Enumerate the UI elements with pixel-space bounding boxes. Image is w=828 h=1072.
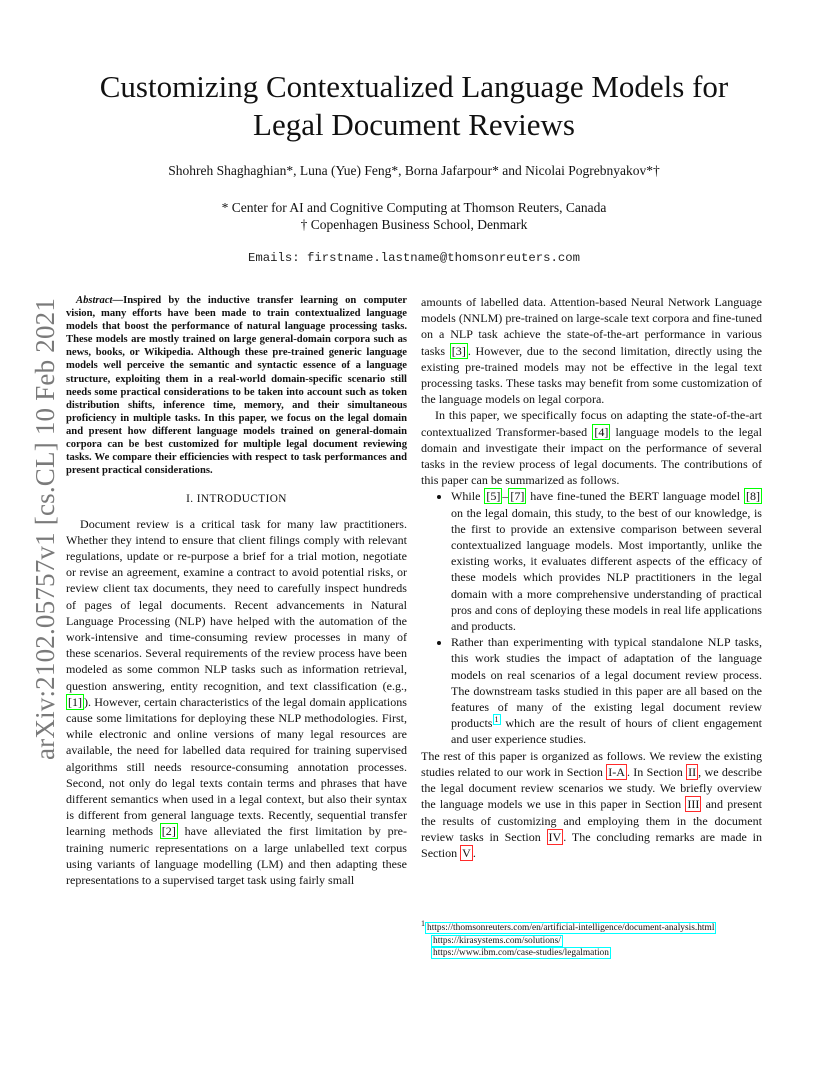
right-p2-text-a: In this paper, we specifically focus on adapting the state-of-the-art contextualized Transformer-based (421, 408, 762, 439)
intro-text-a: Document review is a critical task for many law practitioners. Whether they intend to ensure that client filings comply with relevant regulations, update or re-purpose a brief for a trial motion, negotiate or revise an agreement, examine a contract to avoid potential risks, or review client tax documents, they need to carefully inspect hundreds of pages of legal documents. Recent advancements in Natural Language Processing (NLP) have helped with the automation of the work-intensive and time-consuming review processes in many of these scenarios. Several requirements of the review process have been modeled as some common NLP tasks such as information retrieval, question answering, entity recognition, and text classification (e.g., (66, 516, 407, 693)
footnote-2 (421, 935, 762, 948)
affiliation-1: * Center for AI and Cognitive Computing at Thomson Reuters, Canada (221, 200, 607, 215)
intro-paragraph (66, 516, 407, 889)
footnote-1 (421, 918, 762, 935)
title-line-1: Customizing Contextualized Language Models for (99, 69, 729, 104)
section-link-IV[interactable]: IV (548, 829, 562, 844)
right-column (421, 294, 762, 861)
right-p3-text-d: and present the results of customizing and employing them in the document review tasks in Section (421, 797, 762, 844)
footnote-url-3[interactable]: https://www.ibm.com/case-studies/legalmation (433, 948, 609, 958)
footnote-url-1[interactable]: https://thomsonreuters.com/en/artificial-intelligence/document-analysis.html (427, 923, 715, 933)
intro-text-b: ). However, certain characteristics of the legal domain applications cause some limitations for deploying these NLP methodologies. First, while electronic and online versions of many legal resources are available, the need for labelled data required for training supervised algorithms still needs resource-consuming annotation processes. Second, not only do legal texts contain terms and phrases that have different semantics when used in a legal context, but also their syntax is different from general language texts. Recently, sequential transfer learning methods (66, 694, 407, 839)
right-p3-text-f: . (472, 845, 476, 860)
bullet2-text-a: Rather than experimenting with typical standalone NLP tasks, this work studies the impact of adaptation of the language models on real scenarios of a legal document review process. The downstream tasks studied in this paper are all based on the features of many of the existing legal document review products (451, 635, 762, 731)
section-link-I-A[interactable]: I-A (608, 764, 625, 779)
bullet1-dash: – (502, 489, 509, 504)
citation-link-7[interactable]: [7] (510, 489, 525, 504)
organization-paragraph (421, 748, 762, 861)
footnote-mark: 1 (421, 918, 425, 928)
right-p3-text-b: . In Section (626, 764, 687, 779)
right-p3-text-e: . The concluding remarks are made in Section (421, 829, 762, 860)
abstract (66, 294, 407, 477)
footnote-link-1[interactable]: 1 (494, 715, 499, 725)
citation-link-8[interactable]: [8] (745, 489, 760, 504)
author-list: Shohreh Shaghaghian*, Luna (Yue) Feng*, Borna Jafarpour* and Nicolai Pogrebnyakov*† (168, 163, 660, 178)
citation-link-3[interactable]: [3] (451, 343, 466, 358)
bullet2-text-b: which are the result of hours of client engagement and user experience studies. (451, 716, 762, 747)
arxiv-identifier[interactable]: arXiv:2102.05757v1 [cs.CL] 10 Feb 2021 (30, 297, 60, 760)
citation-link-1[interactable]: [1] (68, 694, 83, 709)
citation-link-4[interactable]: [4] (594, 424, 609, 439)
section-heading-introduction: I. INTRODUCTION (186, 493, 287, 506)
right-p1-text-a: amounts of labelled data. Attention-based Neural Network Language models (NNLM) pre-trained on large-scale text corpora and fine-tuned on a NLP task achieve the state-of-the-art performance in various tasks (421, 295, 762, 358)
left-column (66, 294, 407, 888)
contribution-intro-paragraph (421, 407, 762, 488)
intro-text-c: have alleviated the first limitation by pre-training numeric representations on a large unlabelled text corpus using variants of language modelling (LM) and then adapting these representations to a supervised target task using fairly small (66, 824, 407, 887)
citation-link-5[interactable]: [5] (486, 489, 501, 504)
continuation-paragraph (421, 294, 762, 407)
bullet1-text-b: have fine-tuned the BERT language model (526, 489, 744, 504)
title-line-2: Legal Document Reviews (253, 107, 575, 142)
bullet1-text-a: While (451, 489, 485, 504)
right-p3-text-a: The rest of this paper is organized as follows. We review the existing studies related to our work in Section (421, 748, 762, 779)
citation-link-2[interactable]: [2] (161, 824, 176, 839)
contribution-item-1 (451, 488, 762, 634)
footnote-url-2[interactable]: https://kirasystems.com/solutions/ (433, 935, 561, 946)
right-p1-text-b: . However, due to the second limitation, directly using the existing pre-trained models may not be effective in the legal text processing tasks. These tasks may benefit from some customization of the language models on legal corpora. (421, 343, 762, 407)
paper-title (60, 68, 768, 144)
contribution-item-2 (451, 634, 762, 747)
abstract-label: Abstract (76, 295, 113, 306)
right-p3-text-c: , we describe the legal document review scenarios we study. We briefly overview the language models we use in this paper in Section (421, 764, 763, 812)
footnote-3 (421, 947, 762, 960)
section-link-II[interactable]: II (688, 764, 697, 779)
bullet1-text-c: on the legal domain, this study, to the best of our knowledge, is the first to provide an extensive comparison between several contextualized language models. Most importantly, unlike the existing works, it evaluates different aspects of the efficacy of these models which provides NLP practitioners in the legal domain with a more comprehensive understanding of practical pros and cons of deploying these models in real life applications and products. (451, 505, 762, 634)
contribution-list (421, 488, 762, 747)
footnotes (421, 918, 762, 960)
affiliation-2: † Copenhagen Business School, Denmark (300, 217, 528, 232)
section-link-V[interactable]: V (462, 845, 471, 860)
email-line: Emails: firstname.lastname@thomsonreuters.com (247, 251, 581, 265)
right-p2-text-b: language models to the legal domain and investigate their impact on the performance of several tasks in the review process of legal documents. The contributions of this paper can be summarized as follows. (421, 424, 762, 488)
affiliations (60, 199, 768, 233)
section-link-III[interactable]: III (687, 797, 700, 812)
abstract-text: —Inspired by the inductive transfer learning on computer vision, many efforts have been made to train contextualized language models that boost the performance of natural language processing tasks. These models are mostly trained on large general-domain corpora such as news, books, or Wikipedia. Although these pre-trained generic language models well perceive the semantic and syntactic essence of a language structure, exploiting them in a real-world domain-specific scenario still needs some practical considerations to be taken into account such as token distribution shifts, inference time, memory, and their simultaneous proficiency in multiple tasks. In this paper, we focus on the legal domain and present how different language models trained on general-domain corpora can be best customized for multiple legal document reviewing tasks. We compare their efficiencies with respect to task performances and present practical considerations. (66, 295, 407, 477)
